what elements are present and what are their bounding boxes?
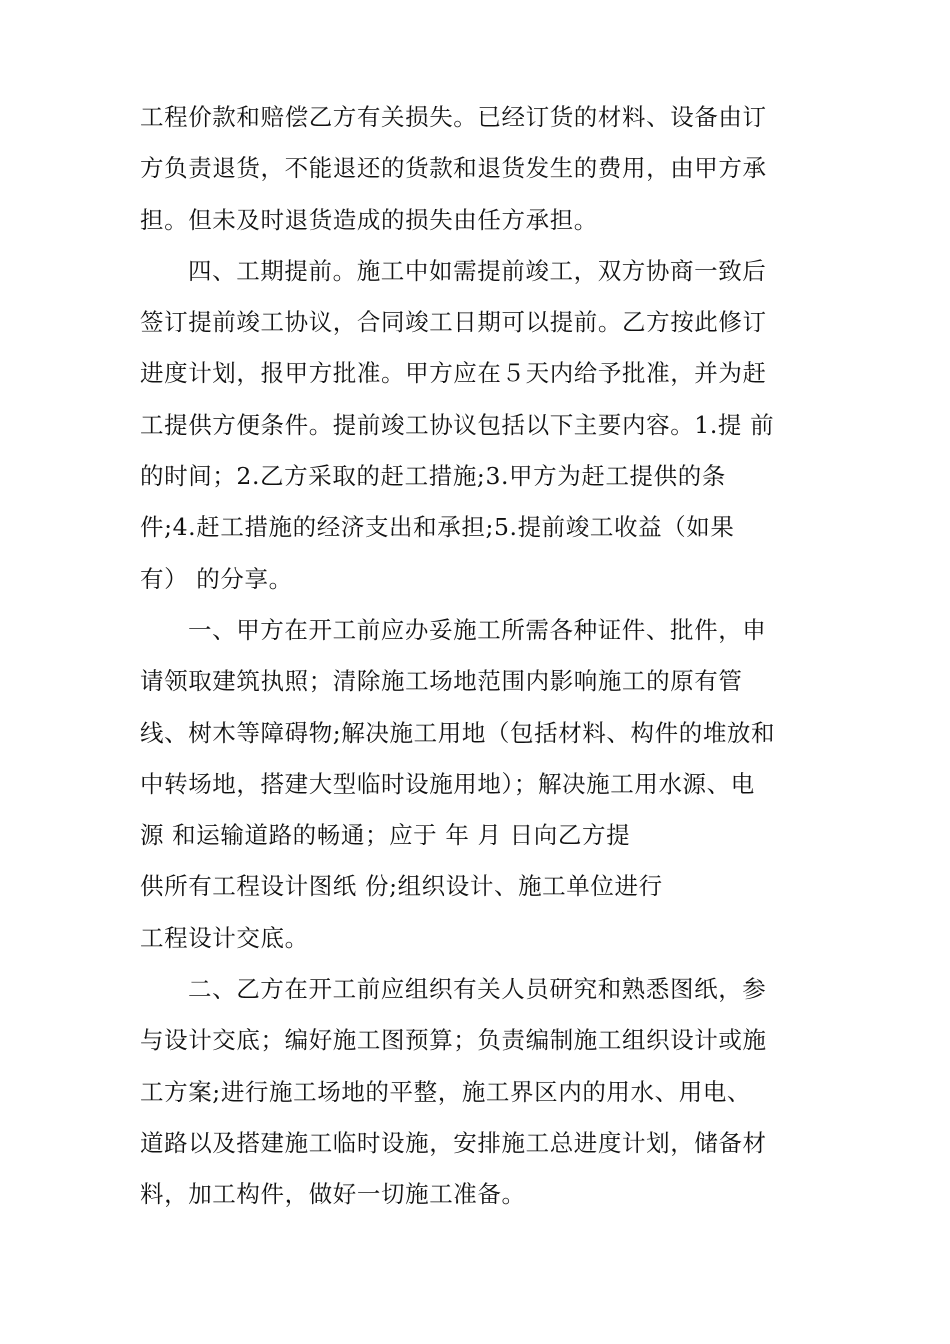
- document-body: [140, 92, 820, 1221]
- text-line: 供所有工程设计图纸 份;组织设计、施工单位进行: [140, 872, 663, 901]
- paragraph-start-line: 四、工期提前。施工中如需提前竣工，双方协商一致后: [188, 256, 767, 285]
- text-line: 请领取建筑执照；清除施工场地范围内影响施工的原有管: [140, 667, 743, 696]
- paragraph-start-line: 二、乙方在开工前应组织有关人员研究和熟悉图纸，参: [188, 975, 767, 1004]
- text-line: 有） 的分享。: [140, 564, 293, 593]
- text-line: 与设计交底；编好施工图预算；负责编制施工组织设计或施: [140, 1026, 767, 1055]
- text-line: 工方案;进行施工场地的平整，施工界区内的用水、用电、: [140, 1077, 752, 1106]
- text-line: 签订提前竣工协议，合同竣工日期可以提前。乙方按此修订: [140, 308, 767, 337]
- text-line: 的时间；2.乙方采取的赶工措施;3.甲方为赶工提供的条: [140, 462, 726, 491]
- text-line: 料，加工构件，做好一切施工准备。: [140, 1180, 526, 1209]
- text-line: 进度计划，报甲方批准。甲方应在５天内给予批准，并为赶: [140, 359, 767, 388]
- text-line: 工程价款和赔偿乙方有关损失。已经订货的材料、设备由订: [140, 103, 767, 131]
- text-line: 方负责退货，不能退还的货款和退货发生的费用，由甲方承: [140, 154, 767, 183]
- text-line: 道路以及搭建施工临时设施，安排施工总进度计划，储备材: [140, 1128, 767, 1157]
- text-line: 工提供方便条件。提前竣工协议包括以下主要内容。1.提 前: [140, 410, 775, 439]
- text-line: 中转场地，搭建大型临时设施用地）；解决施工用水源、电: [140, 769, 755, 798]
- text-line: 工程设计交底。: [140, 923, 309, 952]
- text-line: 线、树木等障碍物;解决施工用地（包括材料、构件的堆放和: [140, 718, 776, 747]
- text-line: 担。但未及时退货造成的损失由任方承担。: [140, 205, 598, 234]
- paragraph-start-line: 一、甲方在开工前应办妥施工所需各种证件、批件，申: [188, 615, 767, 644]
- text-line: 源 和运输道路的畅通；应于 年 月 日向乙方提: [140, 821, 631, 850]
- text-line: 件;4.赶工措施的经济支出和承担;5.提前竣工收益（如果: [140, 513, 735, 542]
